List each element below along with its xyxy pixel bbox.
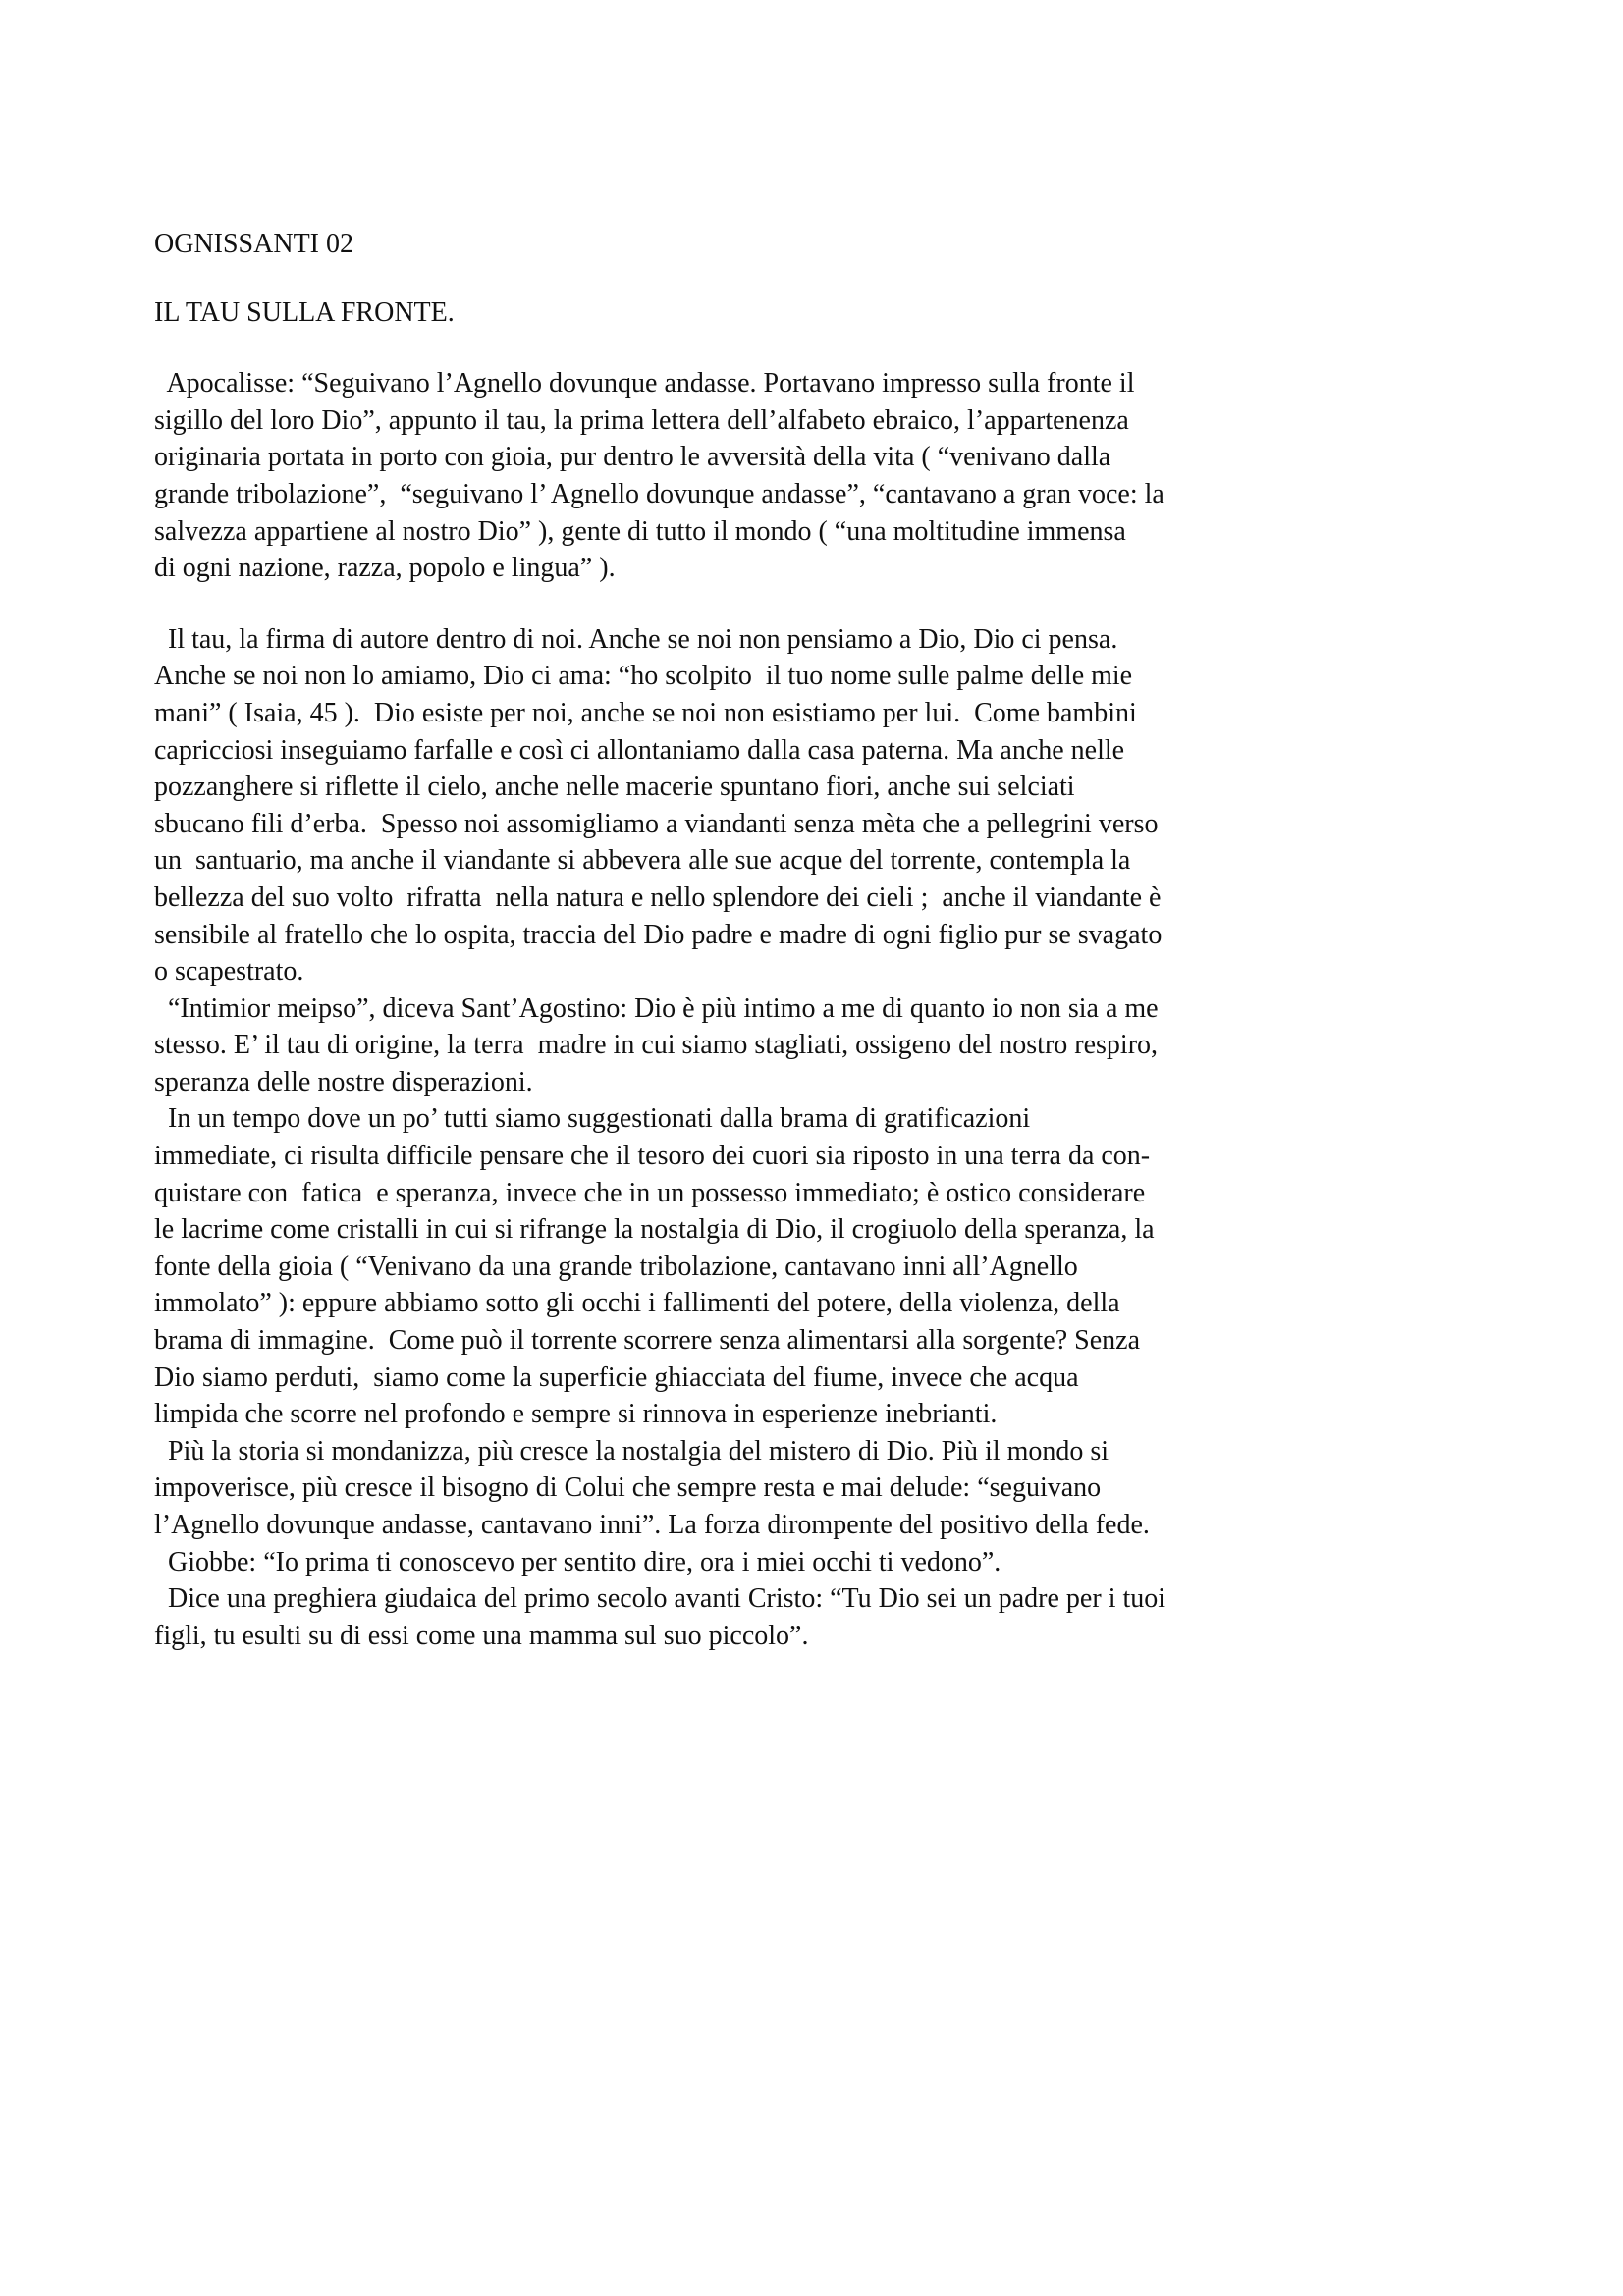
- spacer: [154, 587, 1482, 621]
- text-line: quistare con fatica e speranza, invece che in un possesso immediato; è ostico considerare: [154, 1177, 1146, 1208]
- text-line: immediate, ci risulta difficile pensare che il tesoro dei cuori sia riposto in una terra da con-: [154, 1141, 1151, 1172]
- text-line: Il tau, la firma di autore dentro di noi. Anche se noi non pensiamo a Dio, Dio ci pensa.: [154, 623, 1118, 655]
- spacer: [154, 263, 1482, 294]
- text-line: sigillo del loro Dio”, appunto il tau, la prima lettera dell’alfabeto ebraico, l’appartenenza: [154, 404, 1129, 436]
- text-line: impoverisce, più cresce il bisogno di Colui che sempre resta e mai delude: “seguivano: [154, 1472, 1102, 1504]
- document-subtitle: IL TAU SULLA FRONTE.: [154, 296, 455, 328]
- text-line: limpida che scorre nel profondo e sempre si rinnova in esperienze inebrianti.: [154, 1399, 998, 1430]
- text-line: sbucano fili d’erba. Spesso noi assomigliamo a viandanti senza mèta che a pellegrini verso: [154, 808, 1159, 839]
- text-line: l’Agnello dovunque andasse, cantavano inni”. La forza dirompente del positivo della fede.: [154, 1510, 1150, 1540]
- paragraph-1: [154, 365, 1482, 587]
- text-line: le lacrime come cristalli in cui si rifrange la nostalgia di Dio, il crogiuolo della speranza, la: [154, 1214, 1155, 1246]
- text-line: originaria portata in porto con gioia, pur dentro le avversità della vita ( “venivano dalla: [154, 442, 1111, 473]
- text-line: grande tribolazione”, “seguivano l’ Agnello dovunque andasse”, “cantavano a gran voce: la: [154, 478, 1164, 509]
- text-line: mani” ( Isaia, 45 ). Dio esiste per noi, anche se noi non esistiamo per lui. Come bambini: [154, 697, 1137, 728]
- text-line: speranza delle nostre disperazioni.: [154, 1066, 533, 1097]
- text-line: pozzanghere si riflette il cielo, anche nelle macerie spuntano fiori, anche sui selciati: [154, 772, 1075, 803]
- text-line: Apocalisse: “Seguivano l’Agnello dovunque andasse. Portavano impresso sulla fronte il: [154, 368, 1135, 400]
- text-line: salvezza appartiene al nostro Dio” ), gente di tutto il mondo ( “una moltitudine immensa: [154, 515, 1126, 547]
- text-line: Più la storia si mondanizza, più cresce la nostalgia del mistero di Dio. Più il mondo si: [154, 1435, 1109, 1467]
- text-line: figli, tu esulti su di essi come una mamma sul suo piccolo”.: [154, 1620, 809, 1651]
- document-title: OGNISSANTI 02: [154, 229, 353, 259]
- text-line: “Intimior meipso”, diceva Sant’Agostino: Dio è più intimo a me di quanto io non sia a me: [154, 992, 1159, 1024]
- text-line: fonte della gioia ( “Venivano da una grande tribolazione, cantavano inni all’Agnello: [154, 1251, 1078, 1282]
- text-line: o scapestrato.: [154, 956, 304, 988]
- text-line: capricciosi inseguiamo farfalle e così ci allontaniamo dalla casa paterna. Ma anche nelle: [154, 734, 1125, 766]
- text-line: Dio siamo perduti, siamo come la superficie ghiacciata del fiume, invece che acqua: [154, 1362, 1079, 1393]
- text-line: Giobbe: “Io prima ti conoscevo per sentito dire, ora i miei occhi ti vedono”.: [154, 1546, 1001, 1577]
- paragraph-2: [154, 621, 1482, 1655]
- text-line: un santuario, ma anche il viandante si abbevera alle sue acque del torrente, contempla la: [154, 845, 1131, 877]
- text-line: stesso. E’ il tau di origine, la terra madre in cui siamo stagliati, ossigeno del nostro respiro,: [154, 1030, 1159, 1061]
- text-line: brama di immagine. Come può il torrente scorrere senza alimentarsi alla sorgente? Senza: [154, 1325, 1140, 1357]
- spacer: [154, 331, 1482, 365]
- text-line: sensibile al fratello che lo ospita, traccia del Dio padre e madre di ogni figlio pur se svagato: [154, 919, 1163, 950]
- text-line: Dice una preghiera giudaica del primo secolo avanti Cristo: “Tu Dio sei un padre per i tuoi: [154, 1583, 1166, 1615]
- text-line: di ogni nazione, razza, popolo e lingua” ).: [154, 553, 616, 584]
- text-line: Anche se noi non lo amiamo, Dio ci ama: “ho scolpito il tuo nome sulle palme delle mie: [154, 661, 1133, 692]
- text-line: bellezza del suo volto rifratta nella natura e nello splendore dei cieli ; anche il viandante è: [154, 881, 1162, 913]
- document-page: [154, 226, 1482, 1654]
- text-line: In un tempo dove un po’ tutti siamo suggestionati dalla brama di gratificazioni: [154, 1103, 1031, 1135]
- text-line: immolato” ): eppure abbiamo sotto gli occhi i fallimenti del potere, della violenza, della: [154, 1288, 1120, 1319]
